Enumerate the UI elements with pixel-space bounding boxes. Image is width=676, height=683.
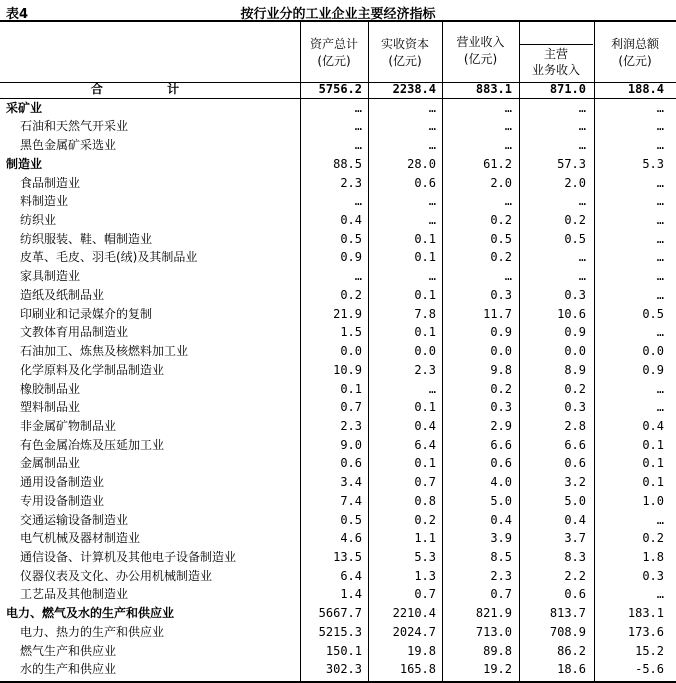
main-revenue-value: 0.4	[564, 512, 586, 527]
main-revenue-value: 708.9	[549, 624, 586, 639]
paid-capital-value: 0.7	[414, 587, 436, 602]
profit-value: 5.3	[642, 156, 664, 171]
table-row	[0, 585, 676, 604]
main-revenue-value: …	[578, 250, 586, 265]
revenue-value: 3.9	[490, 531, 512, 546]
revenue-value: 11.7	[483, 306, 512, 321]
row-label: 水的生产和供应业	[20, 662, 117, 677]
main-revenue-value: 2.8	[564, 418, 586, 433]
assets-value: 302.3	[325, 662, 362, 677]
table-row	[0, 361, 676, 380]
main-revenue-value: 2.0	[564, 175, 586, 190]
row-label: 电力、燃气及水的生产和供应业	[6, 606, 175, 621]
revenue-value: 9.8	[490, 362, 512, 377]
assets-value: …	[354, 269, 362, 284]
header-profit	[594, 36, 676, 70]
row-label: 家具制造业	[20, 269, 81, 284]
table-number: 表4	[6, 7, 29, 22]
profit-value: …	[656, 287, 664, 302]
main-revenue-value: 5.0	[564, 493, 586, 508]
header-paid-capital-name: 实收资本	[380, 37, 429, 51]
table-row	[0, 342, 676, 361]
profit-value: 0.3	[642, 568, 664, 583]
main-revenue-value: 2.2	[564, 568, 586, 583]
assets-value: 7.4	[340, 493, 362, 508]
paid-capital-value: 0.7	[414, 475, 436, 490]
profit-value: …	[656, 119, 664, 134]
paid-capital-value: 1.3	[414, 568, 436, 583]
revenue-value: 821.9	[475, 606, 512, 621]
header-profit-name: 利润总额	[610, 37, 659, 51]
paid-capital-value: 2210.4	[392, 606, 436, 621]
table-row	[0, 380, 676, 399]
table-row	[0, 136, 676, 155]
revenue-value: 713.0	[475, 624, 512, 639]
category-row	[0, 604, 676, 623]
main-revenue-value: 3.2	[564, 475, 586, 490]
table-row	[0, 623, 676, 642]
header-paid-capital	[368, 36, 442, 70]
table-row	[0, 492, 676, 511]
category-row	[0, 155, 676, 174]
profit-value: …	[656, 100, 664, 115]
assets-value: …	[354, 138, 362, 153]
main-revenue-value: 3.7	[564, 531, 586, 546]
table-row	[0, 117, 676, 136]
revenue-value: …	[504, 194, 512, 209]
row-label: 非金属矿物制品业	[20, 418, 117, 433]
revenue-value: 0.3	[490, 400, 512, 415]
assets-value: 5215.3	[318, 624, 362, 639]
row-label: 料制造业	[20, 194, 69, 209]
revenue-value: 4.0	[490, 475, 512, 490]
row-label: 纺织业	[20, 213, 57, 228]
row-label: 文教体育用品制造业	[20, 325, 129, 340]
row-label: 交通运输设备制造业	[20, 512, 129, 527]
assets-value: 1.4	[340, 587, 362, 602]
header-paid-capital-unit: (亿元)	[388, 54, 422, 68]
profit-value: …	[656, 213, 664, 228]
assets-value: 1.5	[340, 325, 362, 340]
assets-value: …	[354, 119, 362, 134]
assets-value: 0.1	[340, 381, 362, 396]
table-row	[0, 248, 676, 267]
assets-value: 13.5	[333, 550, 362, 564]
profit-value: 0.1	[642, 456, 664, 471]
row-label: 橡胶制品业	[20, 381, 81, 396]
profit-value: 0.2	[642, 531, 664, 546]
paid-capital-value: 5.3	[414, 550, 436, 564]
table-row	[0, 267, 676, 286]
table-row	[0, 511, 676, 530]
row-label: 电气机械及器材制造业	[20, 531, 141, 546]
profit-value: …	[656, 194, 664, 209]
main-revenue-value: 0.9	[564, 325, 586, 340]
profit-value: …	[656, 325, 664, 340]
assets-value: 0.5	[340, 231, 362, 246]
assets-value: 0.6	[340, 456, 362, 471]
main-revenue-value: 8.3	[564, 550, 586, 564]
paid-capital-value: …	[428, 194, 436, 209]
row-label: 电力、热力的生产和供应业	[20, 624, 165, 639]
table-row	[0, 473, 676, 492]
paid-capital-value: 0.0	[414, 344, 436, 359]
paid-capital-value: 2238.4	[392, 82, 436, 96]
revenue-value: 6.6	[490, 437, 512, 452]
row-label: 通信设备、计算机及其他电子设备制造业	[20, 550, 237, 564]
revenue-value: …	[504, 269, 512, 284]
row-label: 黑色金属矿采选业	[20, 138, 117, 153]
profit-value: …	[656, 269, 664, 284]
assets-value: 21.9	[333, 306, 362, 321]
header-revenue-name: 营业收入	[456, 35, 505, 49]
table-row	[0, 286, 676, 305]
profit-value: 1.8	[642, 550, 664, 564]
assets-value: 0.7	[340, 400, 362, 415]
assets-value: 5756.2	[318, 82, 362, 96]
profit-value: 1.0	[642, 493, 664, 508]
assets-value: 2.3	[340, 175, 362, 190]
assets-value: 10.9	[333, 362, 362, 377]
paid-capital-value: …	[428, 269, 436, 284]
table-row	[0, 230, 676, 249]
paid-capital-value: 0.6	[414, 175, 436, 190]
table-title: 按行业分的工业企业主要经济指标	[240, 7, 436, 22]
main-revenue-value: 871.0	[549, 82, 586, 96]
profit-value: 188.4	[627, 82, 664, 96]
profit-value: -5.6	[635, 662, 664, 677]
profit-value: …	[656, 250, 664, 265]
row-label: 专用设备制造业	[20, 493, 105, 508]
assets-value: 0.4	[340, 213, 362, 228]
profit-value: …	[656, 175, 664, 190]
main-revenue-value: 8.9	[564, 362, 586, 377]
assets-value: 0.2	[340, 287, 362, 302]
paid-capital-value: 0.4	[414, 418, 436, 433]
header-revenue-unit: (亿元)	[463, 52, 498, 66]
main-revenue-value: 6.6	[564, 437, 586, 452]
profit-value: …	[656, 138, 664, 153]
main-revenue-value: …	[578, 100, 586, 115]
table-row	[0, 436, 676, 455]
paid-capital-value: 0.1	[414, 325, 436, 340]
table-row	[0, 529, 676, 548]
paid-capital-value: 2024.7	[392, 624, 436, 639]
assets-value: 0.5	[340, 512, 362, 527]
row-label: 仪器仪表及文化、办公用机械制造业	[20, 568, 213, 583]
main-revenue-value: 0.6	[564, 587, 586, 602]
main-revenue-value: 0.2	[564, 381, 586, 396]
assets-value: …	[354, 194, 362, 209]
assets-value: 0.0	[340, 344, 362, 359]
title-row	[0, 0, 676, 20]
revenue-value: 8.5	[490, 550, 512, 564]
paid-capital-value: 6.4	[414, 437, 436, 452]
row-label: 通用设备制造业	[20, 475, 105, 490]
row-label: 化学原料及化学制品制造业	[20, 362, 165, 377]
main-revenue-value: 0.3	[564, 287, 586, 302]
category-row	[0, 99, 676, 118]
main-revenue-value: 86.2	[557, 643, 586, 658]
row-label: 制造业	[6, 156, 43, 171]
paid-capital-value: …	[428, 213, 436, 228]
row-label: 食品制造业	[20, 175, 81, 190]
assets-value: 4.6	[340, 531, 362, 546]
revenue-value: …	[504, 119, 512, 134]
row-label: 燃气生产和供应业	[20, 643, 117, 658]
row-label: 工艺品及其他制造业	[20, 587, 129, 602]
table-row	[0, 192, 676, 211]
table-body	[0, 80, 676, 683]
header-assets-name: 资产总计	[309, 37, 358, 51]
assets-value: 3.4	[340, 475, 362, 490]
profit-value: 15.2	[635, 643, 664, 658]
revenue-value: 61.2	[483, 156, 512, 171]
table-row	[0, 417, 676, 436]
assets-value: 6.4	[340, 568, 362, 583]
paid-capital-value: 0.1	[414, 456, 436, 471]
paid-capital-value: …	[428, 138, 436, 153]
paid-capital-value: 2.3	[414, 362, 436, 377]
revenue-value: 19.2	[483, 662, 512, 677]
table-header	[0, 20, 676, 83]
assets-value: …	[354, 100, 362, 115]
table-row	[0, 174, 676, 193]
main-revenue-value: 0.6	[564, 456, 586, 471]
profit-value: …	[656, 400, 664, 415]
table-row	[0, 323, 676, 342]
assets-value: 0.9	[340, 250, 362, 265]
table-row	[0, 305, 676, 324]
profit-value: 183.1	[627, 606, 664, 621]
profit-value: 0.1	[642, 437, 664, 452]
paid-capital-value: …	[428, 100, 436, 115]
revenue-value: 5.0	[490, 493, 512, 508]
paid-capital-value: 0.2	[414, 512, 436, 527]
main-revenue-value: …	[578, 269, 586, 284]
profit-value: 0.5	[642, 306, 664, 321]
revenue-value: 0.2	[490, 250, 512, 265]
main-revenue-value: 813.7	[549, 606, 586, 621]
revenue-value: 0.6	[490, 456, 512, 471]
total-row	[0, 80, 676, 99]
revenue-value: 0.0	[490, 344, 512, 359]
paid-capital-value: 0.8	[414, 493, 436, 508]
profit-value: …	[656, 381, 664, 396]
paid-capital-value: 0.1	[414, 287, 436, 302]
assets-value: 88.5	[333, 156, 362, 171]
header-main-revenue	[519, 46, 593, 78]
row-label: 纺织服装、鞋、帽制造业	[20, 231, 153, 246]
main-revenue-value: …	[578, 138, 586, 153]
paid-capital-value: 165.8	[399, 662, 436, 677]
assets-value: 9.0	[340, 437, 362, 452]
profit-value: …	[656, 587, 664, 602]
header-profit-unit: (亿元)	[618, 54, 652, 68]
table-row	[0, 211, 676, 230]
row-label: 造纸及纸制品业	[20, 287, 105, 302]
main-revenue-value: 0.3	[564, 400, 586, 415]
revenue-value: 0.3	[490, 287, 512, 302]
paid-capital-value: 0.1	[414, 400, 436, 415]
table-row	[0, 567, 676, 586]
main-revenue-value: …	[578, 119, 586, 134]
assets-value: 150.1	[325, 643, 362, 658]
revenue-value: 883.1	[475, 82, 512, 96]
paid-capital-value: 7.8	[414, 306, 436, 321]
row-label: 采矿业	[6, 100, 43, 115]
main-revenue-value: 0.2	[564, 213, 586, 228]
revenue-value: 2.9	[490, 418, 512, 433]
header-assets-unit: (亿元)	[317, 54, 351, 68]
revenue-value: 0.2	[490, 213, 512, 228]
paid-capital-value: 0.1	[414, 231, 436, 246]
header-revenue	[442, 34, 519, 68]
revenue-value: …	[504, 100, 512, 115]
row-label: 有色金属冶炼及压延加工业	[20, 437, 165, 452]
main-revenue-value: …	[578, 194, 586, 209]
main-revenue-value: 57.3	[557, 156, 586, 171]
header-main-revenue-line1: 主营	[543, 47, 568, 61]
paid-capital-value: 19.8	[407, 643, 436, 658]
profit-value: 0.1	[642, 475, 664, 490]
profit-value: …	[656, 512, 664, 527]
table-row	[0, 454, 676, 473]
row-label: 石油和天然气开采业	[20, 119, 129, 134]
sub-header-rule	[519, 44, 593, 45]
paid-capital-value: …	[428, 119, 436, 134]
main-revenue-value: 0.0	[564, 344, 586, 359]
revenue-value: …	[504, 138, 512, 153]
revenue-value: 2.0	[490, 175, 512, 190]
revenue-value: 0.2	[490, 381, 512, 396]
revenue-value: 0.4	[490, 512, 512, 527]
assets-value: 2.3	[340, 418, 362, 433]
row-label: 石油加工、炼焦及核燃料加工业	[20, 344, 189, 359]
paid-capital-value: 1.1	[414, 531, 436, 546]
table-row	[0, 660, 676, 679]
table-row	[0, 642, 676, 661]
row-label: 印刷业和记录媒介的复制	[20, 306, 153, 321]
revenue-value: 0.7	[490, 587, 512, 602]
row-label: 塑料制品业	[20, 400, 81, 415]
profit-value: 0.9	[642, 362, 664, 377]
main-revenue-value: 0.5	[564, 231, 586, 246]
paid-capital-value: …	[428, 381, 436, 396]
header-assets	[300, 36, 368, 70]
profit-value: 173.6	[627, 624, 664, 639]
header-main-revenue-line2: 业务收入	[531, 63, 580, 77]
row-label: 金属制品业	[20, 456, 81, 471]
row-label: 皮革、毛皮、羽毛(绒)及其制品业	[20, 250, 198, 265]
main-revenue-value: 18.6	[557, 662, 586, 677]
profit-value: …	[656, 231, 664, 246]
revenue-value: 0.9	[490, 325, 512, 340]
row-label: 合 计	[90, 82, 210, 96]
assets-value: 5667.7	[318, 606, 362, 621]
table-row	[0, 548, 676, 567]
paid-capital-value: 28.0	[407, 156, 436, 171]
revenue-value: 89.8	[483, 643, 512, 658]
main-revenue-value: 10.6	[557, 306, 586, 321]
table-row	[0, 398, 676, 417]
paid-capital-value: 0.1	[414, 250, 436, 265]
revenue-value: 2.3	[490, 568, 512, 583]
revenue-value: 0.5	[490, 231, 512, 246]
profit-value: 0.0	[642, 344, 664, 359]
profit-value: 0.4	[642, 418, 664, 433]
